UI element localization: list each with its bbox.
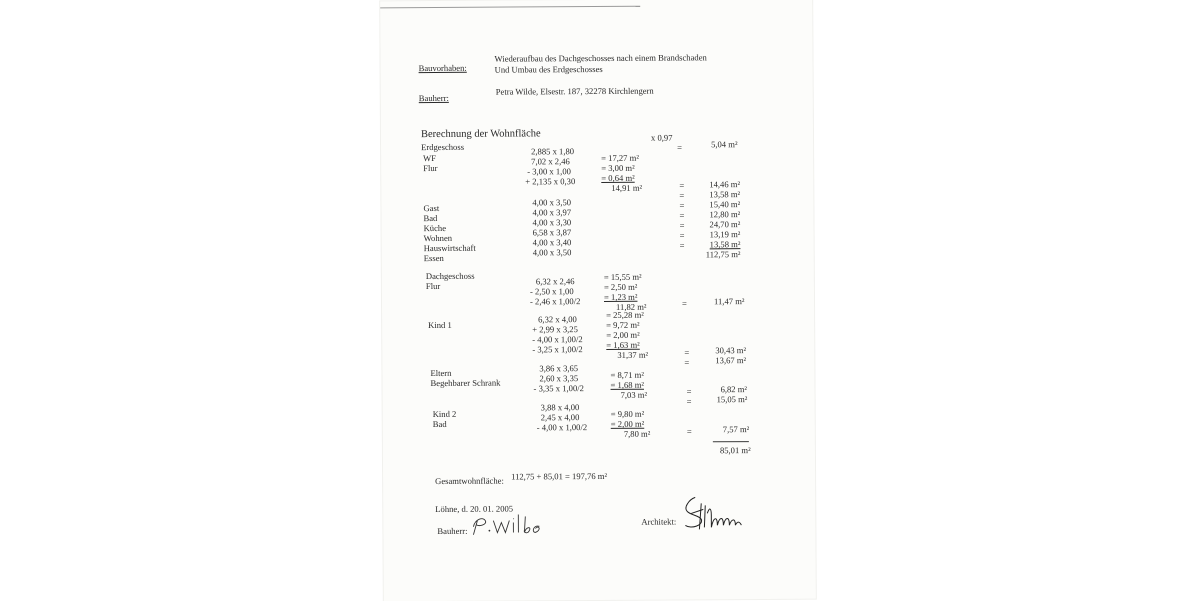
bauherr-signature xyxy=(469,510,549,541)
calc-line: - 4,00 x 1,00/2 xyxy=(536,422,588,433)
equals-sign: = xyxy=(684,357,690,368)
calc-line: - 3,00 x 1,00 xyxy=(527,166,571,177)
partial-value: = 3,00 m² xyxy=(601,162,635,173)
result-value: 7,57 m² xyxy=(722,424,750,435)
room-label: Hauswirtschaft xyxy=(423,242,476,254)
room-label: WF xyxy=(423,152,437,164)
calc-line: 6,58 x 3,87 xyxy=(532,227,572,238)
partial-value: = 9,80 m² xyxy=(610,408,645,419)
room-label: Essen xyxy=(423,252,444,264)
partial-value: = 9,72 m² xyxy=(606,319,640,330)
partial-value: = 17,27 m² xyxy=(601,152,639,163)
result-value: 30,43 m² xyxy=(715,345,747,356)
equals-sign: = xyxy=(686,426,692,437)
calc-line: - 2,46 x 1,00/2 xyxy=(529,296,581,307)
calc-line: 6,32 x 4,00 xyxy=(538,314,577,325)
calc-line: + 2,135 x 0,30 xyxy=(525,176,576,187)
calc-line: 3,86 x 3,65 xyxy=(539,363,579,374)
room-label: Kind 1 xyxy=(428,319,452,331)
bauvorhaben-label: Bauvorhaben: xyxy=(418,62,467,74)
calc-line: 3,88 x 4,00 xyxy=(540,402,580,413)
subtotal-value: 7,80 m² xyxy=(623,428,651,439)
bauherr-label: Bauherr: xyxy=(418,92,449,104)
room-label: Bad xyxy=(423,212,438,224)
calc-line: 4,00 x 3,97 xyxy=(532,207,572,218)
equals-sign: = xyxy=(679,190,685,201)
room-label: Bad xyxy=(432,418,447,430)
result-value: 15,40 m² xyxy=(709,199,741,210)
partial-value: = 0,64 m² xyxy=(601,172,635,183)
factor-label: x 0,97 xyxy=(650,132,673,143)
erdgeschoss-total: 112,75 m² xyxy=(705,249,741,260)
equals-sign: = xyxy=(679,180,685,191)
dachgeschoss-total: 85,01 m² xyxy=(719,445,751,456)
place-date: Löhne, d. 20. 01. 2005 xyxy=(435,503,514,514)
subtotal-value: 7,03 m² xyxy=(620,389,648,400)
result-value: 15,05 m² xyxy=(716,394,748,405)
document-page xyxy=(380,0,816,601)
bauherr-sign-label: Bauherr: xyxy=(437,525,468,536)
partial-value: = 2,50 m² xyxy=(603,281,638,292)
result-value: 14,46 m² xyxy=(709,179,741,190)
calc-line: - 2,50 x 1,00 xyxy=(529,286,574,297)
equals-sign: = xyxy=(681,298,687,309)
total-rule xyxy=(713,441,749,442)
partial-value: = 8,71 m² xyxy=(610,369,644,380)
calc-line: 4,00 x 3,40 xyxy=(532,237,572,248)
result-value: 24,70 m² xyxy=(709,219,741,230)
calc-line: 4,00 x 3,30 xyxy=(532,217,572,228)
room-label: Eltern xyxy=(430,367,452,379)
calc-line: - 4,00 x 1,00/2 xyxy=(532,334,583,345)
result-value: 13,58 m² xyxy=(709,189,741,200)
partial-value: = 2,00 m² xyxy=(606,329,640,340)
bauvorhaben-line1: Wiederaufbau des Dachgeschosses nach einem Brandschaden xyxy=(494,52,707,64)
room-label: Flur xyxy=(423,162,438,174)
room-label: Wohnen xyxy=(423,232,453,244)
equals-sign: = xyxy=(686,396,692,407)
calc-line: + 2,99 x 3,25 xyxy=(532,324,578,335)
result-value: 11,47 m² xyxy=(713,296,745,307)
partial-value: = 15,55 m² xyxy=(603,271,642,282)
equals-sign: = xyxy=(686,386,692,397)
room-label: Küche xyxy=(423,222,447,234)
bauvorhaben-line2: Und Umbau des Erdgeschosses xyxy=(494,63,603,75)
equals-sign: = xyxy=(679,200,685,211)
page-title: Berechnung der Wohnfläche xyxy=(420,128,541,141)
partial-value: = 1,23 m² xyxy=(603,291,638,302)
room-label: Gast xyxy=(423,202,440,214)
room-label: Flur xyxy=(425,280,441,292)
calc-line: 2,45 x 4,00 xyxy=(540,412,580,423)
calc-line: 4,00 x 3,50 xyxy=(532,197,572,208)
equals-sign: = xyxy=(679,220,685,231)
room-label: Begehbarer Schrank xyxy=(430,377,501,389)
equals-sign: = xyxy=(684,347,690,358)
equals-sign: = xyxy=(679,210,685,221)
partial-value: = 25,28 m² xyxy=(606,309,644,320)
result-value: 13,58 m² xyxy=(709,239,741,250)
subtotal-value: 11,82 m² xyxy=(616,301,647,312)
calc-line: 4,00 x 3,50 xyxy=(532,247,572,258)
architekt-label: Architekt: xyxy=(641,516,677,527)
erdgeschoss-top-result: 5,04 m² xyxy=(711,139,738,150)
calc-line: - 3,35 x 1,00/2 xyxy=(533,383,584,394)
subtotal-value: 31,37 m² xyxy=(617,349,649,360)
subtotal-value: 14,91 m² xyxy=(611,182,643,193)
partial-value: = 1,68 m² xyxy=(610,379,645,390)
gesamt-label: Gesamtwohnfläche: xyxy=(435,475,504,486)
gesamt-formula: 112,75 + 85,01 = 197,76 m² xyxy=(511,470,608,482)
calc-line: - 3,25 x 1,00/2 xyxy=(532,344,583,355)
result-value: 13,67 m² xyxy=(715,355,747,366)
calc-line: 6,32 x 2,46 xyxy=(535,276,575,287)
erdgeschoss-label: Erdgeschoss xyxy=(421,141,465,153)
partial-value: = 1,63 m² xyxy=(606,339,640,350)
result-value: 6,82 m² xyxy=(720,384,748,395)
equals-sign: = xyxy=(679,230,685,241)
bauherr-value: Petra Wilde, Elsestr. 187, 32278 Kirchlengern xyxy=(495,85,654,97)
calc-line: 7,02 x 2,46 xyxy=(531,156,570,167)
equals-sign: = xyxy=(679,240,685,251)
calc-line: 2,60 x 3,35 xyxy=(539,373,579,384)
dachgeschoss-label: Dachgeschoss xyxy=(425,270,475,282)
equals-sign: = xyxy=(677,142,682,153)
room-label: Kind 2 xyxy=(432,408,457,420)
scan-top-line xyxy=(380,6,640,9)
calc-line: 2,885 x 1,80 xyxy=(531,146,575,157)
partial-value: = 2,00 m² xyxy=(610,418,645,429)
result-value: 13,19 m² xyxy=(709,229,741,240)
result-value: 12,80 m² xyxy=(709,209,741,220)
architekt-signature xyxy=(679,493,743,540)
